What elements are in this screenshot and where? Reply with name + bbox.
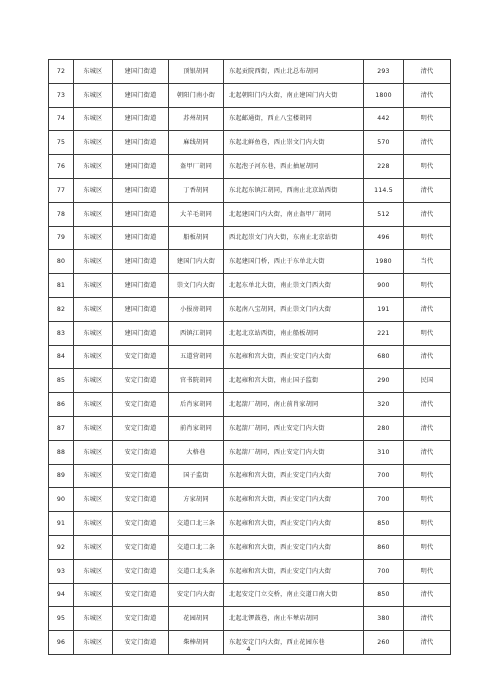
hutong-name-cell: 建国门内大街 [169,250,224,274]
extent-cell: 东起雍和宫大街，西止安定门内大街 [224,488,364,512]
extent-cell: 东起北鲜鱼巷，西止崇文门内大街 [224,131,364,155]
hutong-name-cell: 交道口北三条 [169,512,224,536]
table-row [49,178,451,202]
extent-cell: 东起雍和宫大街，西止安定门内大街 [224,535,364,559]
length-cell: 260 [364,631,404,655]
row-number-cell: 90 [49,488,74,512]
table-row [49,297,451,321]
length-cell: 310 [364,440,404,464]
row-number-cell: 81 [49,274,74,298]
hutong-name-cell: 柴棒胡同 [169,631,224,655]
length-cell: 900 [364,274,404,298]
era-cell: 清代 [404,440,451,464]
extent-cell: 北起安定门立交桥，南止交道口南大街 [224,583,364,607]
table-body [49,60,451,655]
length-cell: 442 [364,107,404,131]
table-row [49,250,451,274]
row-number-cell: 91 [49,512,74,536]
extent-cell: 北起北京站西街，南止船板胡同 [224,321,364,345]
street-office-cell: 安定门街道 [113,345,169,369]
row-number-cell: 89 [49,464,74,488]
era-cell: 明代 [404,488,451,512]
street-office-cell: 安定门街道 [113,393,169,417]
table-row [49,512,451,536]
extent-cell: 北起北锣鼓巷，南止车辇店胡同 [224,607,364,631]
row-number-cell: 74 [49,107,74,131]
hutong-name-cell: 大格巷 [169,440,224,464]
hutong-name-cell: 西镇江胡同 [169,321,224,345]
street-office-cell: 安定门街道 [113,535,169,559]
district-cell: 东城区 [74,155,113,179]
row-number-cell: 93 [49,559,74,583]
row-number-cell: 84 [49,345,74,369]
table-row [49,464,451,488]
length-cell: 570 [364,131,404,155]
district-cell: 东城区 [74,250,113,274]
street-office-cell: 安定门街道 [113,559,169,583]
extent-cell: 西北起崇文门内大街，东南止北京站街 [224,226,364,250]
hutong-name-cell: 国子监街 [169,464,224,488]
extent-cell: 东起箭厂胡同，西止安定门内大街 [224,440,364,464]
street-office-cell: 建国门街道 [113,321,169,345]
extent-cell: 东起南八宝胡同，西止崇文门内大街 [224,297,364,321]
row-number-cell: 83 [49,321,74,345]
length-cell: 320 [364,393,404,417]
length-cell: 860 [364,535,404,559]
hutong-name-cell: 交道口北二条 [169,535,224,559]
row-number-cell: 96 [49,631,74,655]
extent-cell: 东起箭厂胡同，西止安定门内大街 [224,416,364,440]
hutong-name-cell: 崇文门内大街 [169,274,224,298]
length-cell: 228 [364,155,404,179]
extent-cell: 东起雍和宫大街，西止安定门内大街 [224,512,364,536]
street-office-cell: 建国门街道 [113,155,169,179]
district-cell: 东城区 [74,440,113,464]
era-cell: 明代 [404,107,451,131]
district-cell: 东城区 [74,583,113,607]
street-office-cell: 建国门街道 [113,131,169,155]
district-cell: 东城区 [74,607,113,631]
era-cell: 清代 [404,83,451,107]
street-office-cell: 建国门街道 [113,83,169,107]
era-cell: 民国 [404,369,451,393]
hutong-name-cell: 麻线胡同 [169,131,224,155]
street-office-cell: 建国门街道 [113,178,169,202]
row-number-cell: 92 [49,535,74,559]
era-cell: 当代 [404,250,451,274]
street-office-cell: 安定门街道 [113,631,169,655]
extent-cell: 东起贡院西街，西止北总布胡同 [224,60,364,84]
era-cell: 清代 [404,202,451,226]
length-cell: 293 [364,60,404,84]
length-cell: 114.5 [364,178,404,202]
length-cell: 700 [364,559,404,583]
street-office-cell: 建国门街道 [113,250,169,274]
district-cell: 东城区 [74,345,113,369]
table-row [49,131,451,155]
street-office-cell: 安定门街道 [113,512,169,536]
era-cell: 清代 [404,178,451,202]
hutong-name-cell: 小报房胡同 [169,297,224,321]
extent-cell: 北起东单北大街，南止崇文门西大街 [224,274,364,298]
district-cell: 东城区 [74,416,113,440]
row-number-cell: 73 [49,83,74,107]
length-cell: 680 [364,345,404,369]
era-cell: 明代 [404,155,451,179]
table-row [49,274,451,298]
district-cell: 东城区 [74,464,113,488]
hutong-name-cell: 大羊毛胡同 [169,202,224,226]
district-cell: 东城区 [74,559,113,583]
street-office-cell: 安定门街道 [113,440,169,464]
row-number-cell: 80 [49,250,74,274]
street-office-cell: 建国门街道 [113,60,169,84]
hutong-name-cell: 交道口北头条 [169,559,224,583]
era-cell: 清代 [404,416,451,440]
row-number-cell: 72 [49,60,74,84]
row-number-cell: 77 [49,178,74,202]
length-cell: 280 [364,416,404,440]
page-number: 4 [246,645,251,653]
extent-cell: 北起雍和宫大街，南止国子监街 [224,369,364,393]
hutong-name-cell: 船板胡同 [169,226,224,250]
era-cell: 明代 [404,226,451,250]
length-cell: 380 [364,607,404,631]
row-number-cell: 94 [49,583,74,607]
table-row [49,345,451,369]
street-office-cell: 建国门街道 [113,297,169,321]
era-cell: 清代 [404,583,451,607]
table-row [49,440,451,464]
extent-cell: 东起雍和宫大街，西止安定门内大街 [224,559,364,583]
length-cell: 700 [364,488,404,512]
extent-cell: 东起邮通街，西止八宝楼胡同 [224,107,364,131]
extent-cell: 北起箭厂胡同，南止前肖家胡同 [224,393,364,417]
length-cell: 850 [364,512,404,536]
district-cell: 东城区 [74,60,113,84]
length-cell: 221 [364,321,404,345]
length-cell: 290 [364,369,404,393]
district-cell: 东城区 [74,512,113,536]
district-cell: 东城区 [74,226,113,250]
hutong-name-cell: 朝阳门南小街 [169,83,224,107]
hutong-name-cell: 安定门内大街 [169,583,224,607]
row-number-cell: 79 [49,226,74,250]
length-cell: 512 [364,202,404,226]
hutong-name-cell: 后肖家胡同 [169,393,224,417]
table-row [49,488,451,512]
row-number-cell: 82 [49,297,74,321]
table-row [49,583,451,607]
street-office-cell: 安定门街道 [113,607,169,631]
era-cell: 清代 [404,393,451,417]
extent-cell: 东起建国门桥，西止于东单北大街 [224,250,364,274]
district-cell: 东城区 [74,107,113,131]
hutong-name-cell: 花园胡同 [169,607,224,631]
row-number-cell: 75 [49,131,74,155]
row-number-cell: 95 [49,607,74,631]
row-number-cell: 85 [49,369,74,393]
street-office-cell: 安定门街道 [113,416,169,440]
length-cell: 1980 [364,250,404,274]
era-cell: 明代 [404,274,451,298]
extent-cell: 北起建国门内大街，南止盔甲厂胡同 [224,202,364,226]
row-number-cell: 76 [49,155,74,179]
district-cell: 东城区 [74,393,113,417]
street-office-cell: 安定门街道 [113,464,169,488]
extent-cell: 东起泡子河东巷，西止抽屉胡同 [224,155,364,179]
row-number-cell: 87 [49,416,74,440]
extent-cell: 东北起东镇江胡同，西南止北京站西街 [224,178,364,202]
district-cell: 东城区 [74,178,113,202]
street-office-cell: 安定门街道 [113,583,169,607]
hutong-name-cell: 丁香胡同 [169,178,224,202]
era-cell: 清代 [404,297,451,321]
district-cell: 东城区 [74,131,113,155]
district-cell: 东城区 [74,297,113,321]
street-office-cell: 安定门街道 [113,488,169,512]
district-cell: 东城区 [74,631,113,655]
row-number-cell: 78 [49,202,74,226]
era-cell: 明代 [404,321,451,345]
length-cell: 1800 [364,83,404,107]
table-row [49,107,451,131]
table-row [49,202,451,226]
length-cell: 850 [364,583,404,607]
era-cell: 明代 [404,512,451,536]
table-row [49,607,451,631]
district-cell: 东城区 [74,274,113,298]
extent-cell: 东起雍和宫大街，西止安定门内大街 [224,464,364,488]
table-row [49,60,451,84]
era-cell: 清代 [404,345,451,369]
extent-cell: 北起朝阳门内大街，南止建国门内大街 [224,83,364,107]
extent-cell: 东起安定门内大街，西止花园东巷 [224,631,364,655]
table-row [49,321,451,345]
length-cell: 191 [364,297,404,321]
table-row [49,535,451,559]
hutong-name-cell: 盔甲厂胡同 [169,155,224,179]
era-cell: 清代 [404,131,451,155]
table-row [49,155,451,179]
table-row [49,226,451,250]
street-office-cell: 建国门街道 [113,226,169,250]
length-cell: 700 [364,464,404,488]
hutong-table [48,59,451,655]
hutong-name-cell: 苏州胡同 [169,107,224,131]
era-cell: 明代 [404,559,451,583]
table-row [49,393,451,417]
district-cell: 东城区 [74,83,113,107]
era-cell: 清代 [404,60,451,84]
district-cell: 东城区 [74,369,113,393]
street-office-cell: 建国门街道 [113,274,169,298]
row-number-cell: 88 [49,440,74,464]
street-office-cell: 建国门街道 [113,202,169,226]
row-number-cell: 86 [49,393,74,417]
era-cell: 清代 [404,631,451,655]
hutong-name-cell: 前肖家胡同 [169,416,224,440]
district-cell: 东城区 [74,202,113,226]
hutong-name-cell: 官书院胡同 [169,369,224,393]
hutong-name-cell: 方家胡同 [169,488,224,512]
table-row [49,559,451,583]
district-cell: 东城区 [74,488,113,512]
hutong-name-cell: 五道营胡同 [169,345,224,369]
street-office-cell: 建国门街道 [113,107,169,131]
era-cell: 清代 [404,607,451,631]
era-cell: 明代 [404,535,451,559]
hutong-name-cell: 顶银胡同 [169,60,224,84]
extent-cell: 东起雍和宫大街，西止安定门内大街 [224,345,364,369]
street-office-cell: 安定门街道 [113,369,169,393]
table-row [49,83,451,107]
era-cell: 明代 [404,464,451,488]
table-row [49,369,451,393]
table-row [49,416,451,440]
district-cell: 东城区 [74,321,113,345]
length-cell: 496 [364,226,404,250]
district-cell: 东城区 [74,535,113,559]
